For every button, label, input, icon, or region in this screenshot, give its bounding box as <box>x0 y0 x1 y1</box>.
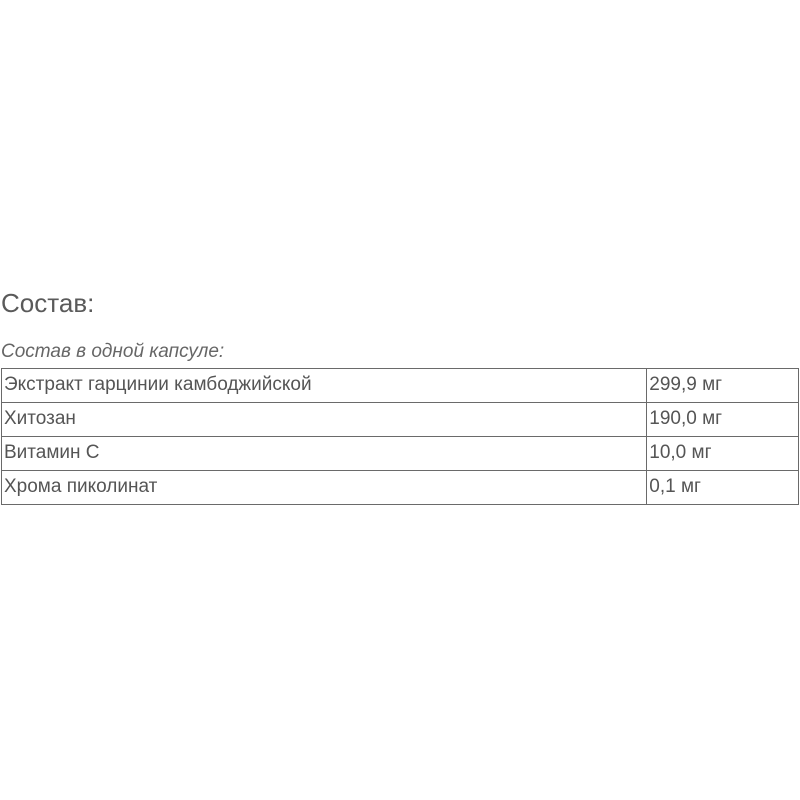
ingredient-amount: 0,1 мг <box>647 471 799 505</box>
ingredient-amount: 190,0 мг <box>647 403 799 437</box>
composition-table <box>1 368 799 505</box>
table-row <box>2 471 799 505</box>
section-heading: Состав: <box>1 288 95 318</box>
composition-section <box>0 286 800 505</box>
table-caption: Состав в одной капсуле: <box>1 341 225 362</box>
ingredient-name: Витамин С <box>2 437 647 471</box>
ingredient-name: Экстракт гарцинии камбоджийской <box>2 369 647 403</box>
ingredient-amount: 299,9 мг <box>647 369 799 403</box>
table-row <box>2 437 799 471</box>
ingredient-name: Хрома пиколинат <box>2 471 647 505</box>
ingredient-name: Хитозан <box>2 403 647 437</box>
table-row <box>2 403 799 437</box>
table-row <box>2 369 799 403</box>
ingredient-amount: 10,0 мг <box>647 437 799 471</box>
